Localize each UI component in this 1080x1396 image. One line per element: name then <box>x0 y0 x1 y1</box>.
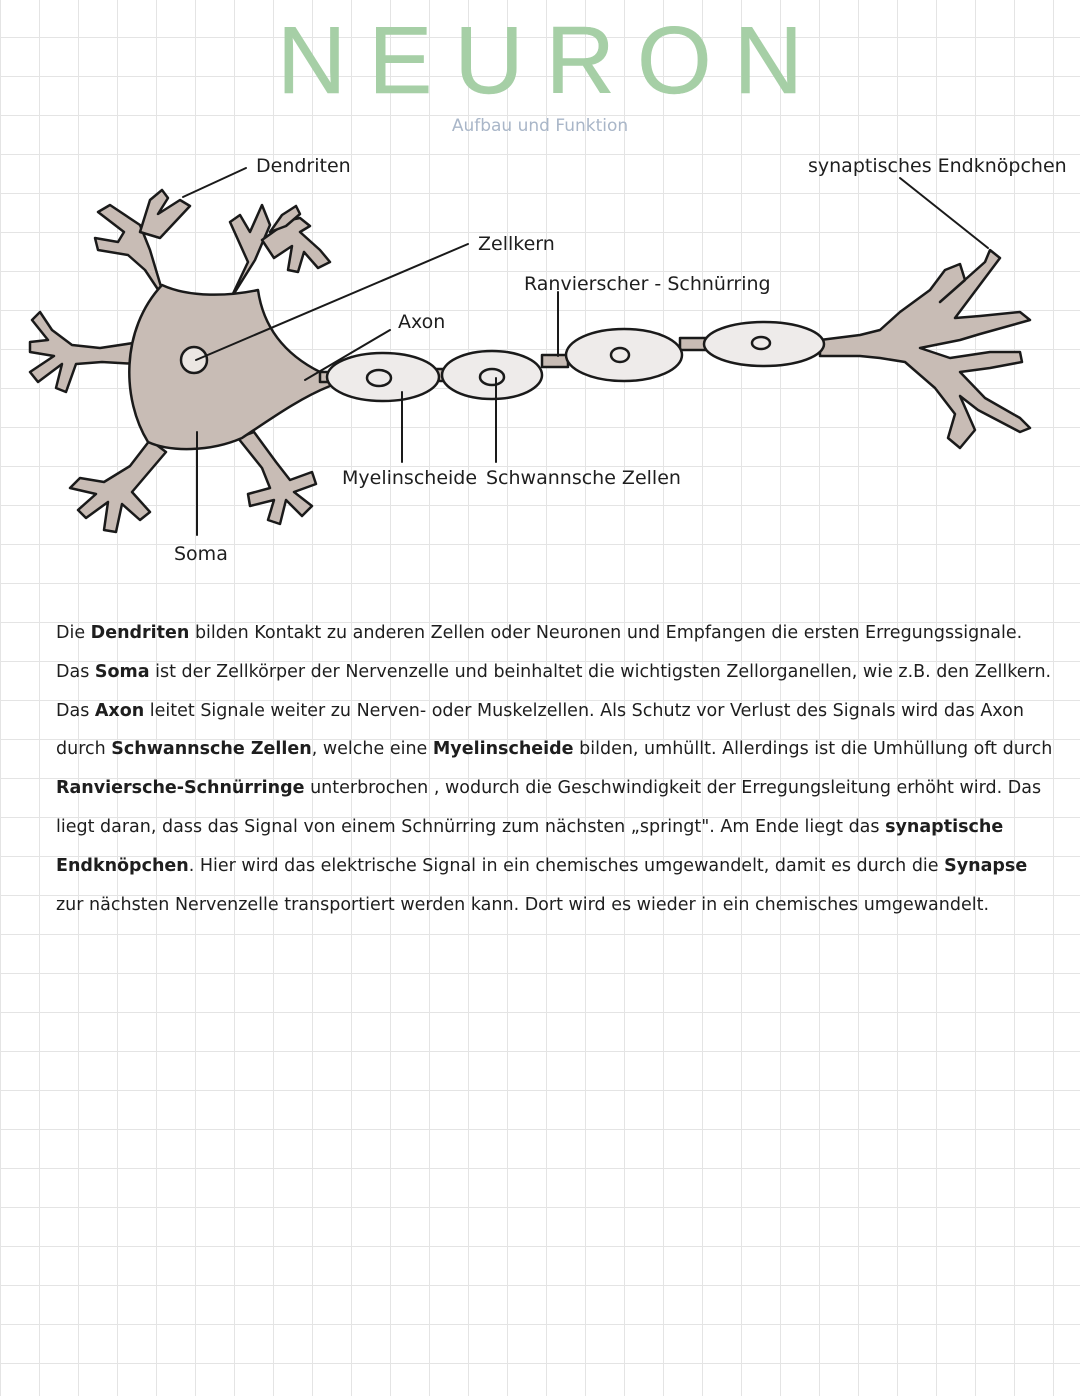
schwann-cell-3 <box>566 329 682 381</box>
label-axon: Axon <box>398 311 446 333</box>
schwann-cell-4 <box>704 322 824 366</box>
term-synaptic-terminal: synaptische Endknöpchen <box>56 816 1004 876</box>
label-myelin-sheath: Myelinscheide <box>342 467 478 489</box>
explanation-paragraph: Die Dendriten bilden Kontakt zu anderen Zellen oder Neuronen und Empfangen die ersten Erregungssignale. <box>56 623 1023 643</box>
label-schwann-cells: Schwannsche Zellen <box>486 467 681 489</box>
schwann-cell-1 <box>327 353 439 401</box>
term-dendrites: Dendriten <box>90 623 190 643</box>
label-nucleus: Zellkern <box>478 233 555 255</box>
term-schwann-cells: Schwannsche Zellen <box>111 739 312 760</box>
soma-body <box>129 285 331 449</box>
term-axon: Axon <box>94 700 145 721</box>
nucleus <box>181 347 207 373</box>
explanation-paragraph: Das Axon leitet Signale weiter zu Nerven- oder Muskelzellen. Als Schutz vor Verlust des Signals wird das Axon durch Schwannsche Zellen, welche eine Myelinscheide bilden, umhüllt. Allerdings ist die Umhüllung oft durch Ranviersche-Schnürringe unterbrochen , wodurch die Geschwindigkeit der Erregungsleitung erhöht wird. Das liegt daran, dass das Signal von einem Schnürring zum nächsten „springt". Am Ende liegt das synaptische Endknöpchen. Hier wird das elektrische Signal in ein chemisches umgewandelt, damit es durch die Synapse zur nächsten Nervenzelle transportiert werden kann. Dort wird es wieder in ein chemisches umgewandelt. <box>56 700 1053 915</box>
explanation-paragraph: Das Soma ist der Zellkörper der Nervenzelle und beinhaltet die wichtigsten Zellorganellen, wie z.B. den Zellkern. <box>56 661 1052 682</box>
page-title: NEURON <box>276 7 825 114</box>
term-synapse: Synapse <box>944 855 1028 876</box>
explanation-text <box>56 614 1056 924</box>
schwann-cell-2 <box>442 351 542 399</box>
myelin-sheaths <box>327 322 824 401</box>
term-myelin-sheath: Myelinscheide <box>432 739 574 760</box>
neuron-diagram <box>0 0 1080 600</box>
label-soma: Soma <box>174 543 228 565</box>
page-subtitle: Aufbau und Funktion <box>451 116 629 136</box>
label-node-of-ranvier: Ranvierscher - Schnürring <box>524 273 771 295</box>
term-nodes-of-ranvier: Ranviersche-Schnürringe <box>56 778 305 799</box>
label-synaptic-terminal: synaptisches Endknöpchen <box>808 155 1067 177</box>
term-soma: Soma <box>94 661 150 682</box>
label-dendrites: Dendriten <box>256 155 351 177</box>
